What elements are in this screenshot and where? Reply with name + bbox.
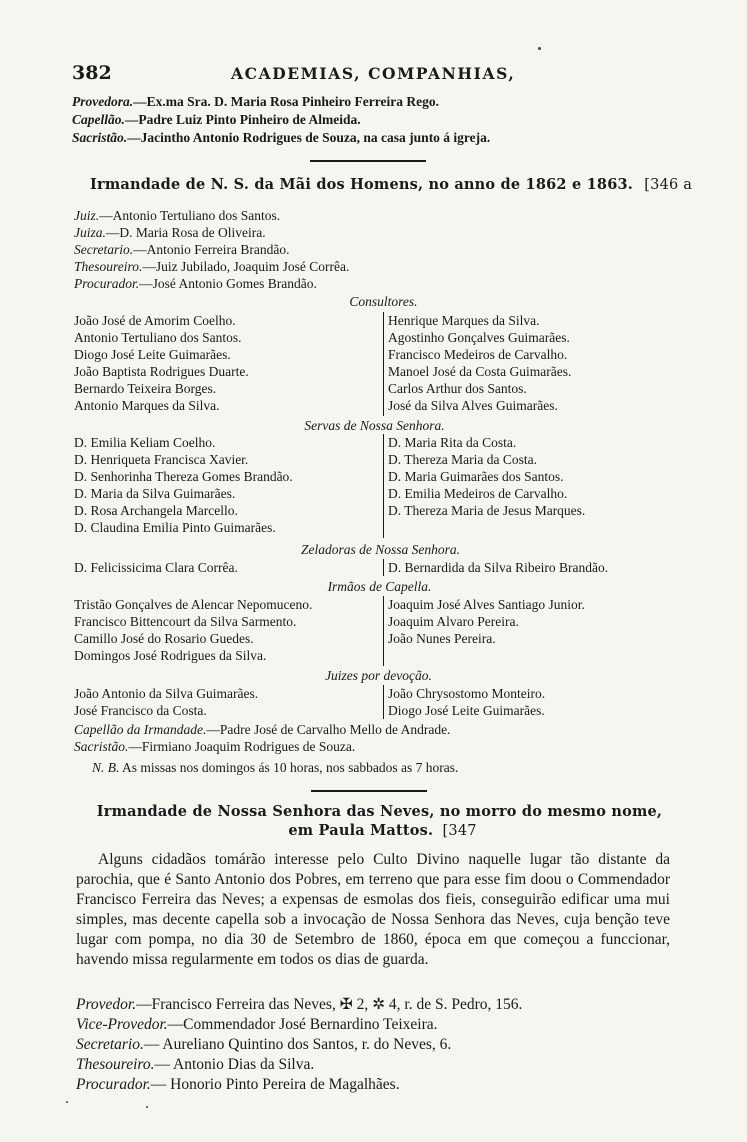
juiz-right: Diogo José Leite Guimarães. xyxy=(388,703,545,718)
officer-line: Secretario.— Aureliano Quintino dos Santos, r. do Neves, 6. xyxy=(76,1036,452,1053)
print-speck xyxy=(538,47,541,50)
consultor-right: Manoel José da Costa Guimarães. xyxy=(388,364,572,379)
serva-right: D. Maria Guimarães dos Santos. xyxy=(388,469,564,484)
page-number: 382 xyxy=(72,62,112,84)
irmaos-heading: Irmãos de Capella. xyxy=(327,579,432,594)
print-speck xyxy=(66,1101,68,1103)
section-divider xyxy=(311,790,427,792)
history-paragraph: Alguns cidadãos tomárão interesse pelo Culto Divino naquelle lugar tão distante da parochia, que é Santo Antonio dos Pobres, em terreno que para esse fim doou o Commendador Francisco Ferreira das Neves; a expensas de esmolas dos fieis, conseguirão edificar uma mui simples, mas decente capella sob a invocação de Nossa Senhora das Neves, cuja benção teve lugar com pompa, no dia 30 de Setembro de 1860, época em que começou a funccionar, havendo missa regularmente em todos os dias de guarda. xyxy=(76,851,670,968)
irmao-left: Camillo José do Rosario Guedes. xyxy=(74,631,254,646)
column-divider xyxy=(383,559,384,576)
section2-title-line1: Irmandade de Nossa Senhora das Neves, no morro do mesmo nome, xyxy=(96,803,663,820)
officer-line: Thesoureiro.—Juiz Jubilado, Joaquim José Corrêa. xyxy=(74,259,350,274)
juizes-heading: Juizes por devoção. xyxy=(325,668,432,683)
officer-line: Secretario.—Antonio Ferreira Brandão. xyxy=(74,242,290,257)
officer-line: Procurador.—José Antonio Gomes Brandão. xyxy=(74,276,317,291)
note-line: N. B. As missas nos domingos ás 10 horas, nos sabbados as 7 horas. xyxy=(92,760,459,775)
section-divider xyxy=(310,160,426,162)
consultor-left: João José de Amorim Coelho. xyxy=(74,313,236,328)
officer-line: Juiz.—Antonio Tertuliano dos Santos. xyxy=(74,208,281,223)
consultor-right: Carlos Arthur dos Santos. xyxy=(388,381,527,396)
zeladora-right: D. Bernardida da Silva Ribeiro Brandão. xyxy=(388,560,609,575)
consultor-left: João Baptista Rodrigues Duarte. xyxy=(74,364,249,379)
column-divider xyxy=(383,312,384,416)
consultores-heading: Consultores. xyxy=(349,294,418,309)
column-divider xyxy=(383,596,384,666)
capellao-line: Capellão da Irmandade.—Padre José de Carvalho Mello de Andrade. xyxy=(74,722,451,737)
top-officer-line: Capellão.—Padre Luiz Pinto Pinheiro de Almeida. xyxy=(72,112,361,127)
officer-line: Vice-Provedor.—Commendador José Bernardino Teixeira. xyxy=(76,1016,438,1033)
officer-line: Juiza.—D. Maria Rosa de Oliveira. xyxy=(74,225,266,240)
servas-heading: Servas de Nossa Senhora. xyxy=(304,418,445,433)
irmao-left: Tristão Gonçalves de Alencar Nepomuceno. xyxy=(74,597,313,612)
column-divider xyxy=(383,434,384,538)
print-speck xyxy=(146,1106,148,1108)
juiz-left: João Antonio da Silva Guimarães. xyxy=(74,686,259,701)
running-title: ACADEMIAS, COMPANHIAS, xyxy=(231,64,516,83)
officer-line: Procurador.— Honorio Pinto Pereira de Magalhães. xyxy=(76,1076,400,1093)
irmao-right: João Nunes Pereira. xyxy=(388,631,496,646)
officer-line: Thesoureiro.— Antonio Dias da Silva. xyxy=(76,1056,315,1073)
serva-right: D. Maria Rita da Costa. xyxy=(388,435,517,450)
serva-right: D. Thereza Maria de Jesus Marques. xyxy=(388,503,586,518)
juiz-right: João Chrysostomo Monteiro. xyxy=(388,686,546,701)
consultor-right: Agostinho Gonçalves Guimarães. xyxy=(388,330,570,345)
consultor-right: Francisco Medeiros de Carvalho. xyxy=(388,347,568,362)
consultor-left: Bernardo Teixeira Borges. xyxy=(74,381,217,396)
top-officer-line: Provedora.—Ex.ma Sra. D. Maria Rosa Pinheiro Ferreira Rego. xyxy=(72,94,439,109)
irmao-left: Domingos José Rodrigues da Silva. xyxy=(74,648,267,663)
juiz-left: José Francisco da Costa. xyxy=(74,703,207,718)
serva-left: D. Senhorinha Thereza Gomes Brandão. xyxy=(74,469,293,484)
consultor-right: Henrique Marques da Silva. xyxy=(388,313,540,328)
consultor-left: Diogo José Leite Guimarães. xyxy=(74,347,231,362)
column-divider xyxy=(383,685,384,719)
serva-left: D. Rosa Archangela Marcello. xyxy=(74,503,238,518)
serva-right: D. Emilia Medeiros de Carvalho. xyxy=(388,486,568,501)
zeladora-left: D. Felicissicima Clara Corrêa. xyxy=(74,560,238,575)
serva-right: D. Thereza Maria da Costa. xyxy=(388,452,537,467)
serva-left: D. Emilia Keliam Coelho. xyxy=(74,435,216,450)
serva-left: D. Henriqueta Francisca Xavier. xyxy=(74,452,249,467)
top-officer-line: Sacristão.—Jacintho Antonio Rodrigues de Souza, na casa junto á igreja. xyxy=(72,130,491,145)
consultor-right: José da Silva Alves Guimarães. xyxy=(388,398,558,413)
section1-title: Irmandade de N. S. da Mãi dos Homens, no anno de 1862 e 1863. [346 a xyxy=(90,176,693,193)
serva-left: D. Maria da Silva Guimarães. xyxy=(74,486,236,501)
sacristao-line: Sacristão.—Firmiano Joaquim Rodrigues de Souza. xyxy=(74,739,356,754)
consultor-left: Antonio Marques da Silva. xyxy=(74,398,220,413)
consultor-left: Antonio Tertuliano dos Santos. xyxy=(74,330,242,345)
officer-line: Provedor.—Francisco Ferreira das Neves, ✠ 2, ✲ 4, r. de S. Pedro, 156. xyxy=(76,996,523,1013)
zeladoras-heading: Zeladoras de Nossa Senhora. xyxy=(300,542,460,557)
section2-title-line2: em Paula Mattos. [347 xyxy=(288,822,477,839)
irmao-right: Joaquim José Alves Santiago Junior. xyxy=(388,597,585,612)
irmao-left: Francisco Bittencourt da Silva Sarmento. xyxy=(74,614,297,629)
serva-left: D. Claudina Emilia Pinto Guimarães. xyxy=(74,520,276,535)
irmao-right: Joaquim Alvaro Pereira. xyxy=(388,614,519,629)
